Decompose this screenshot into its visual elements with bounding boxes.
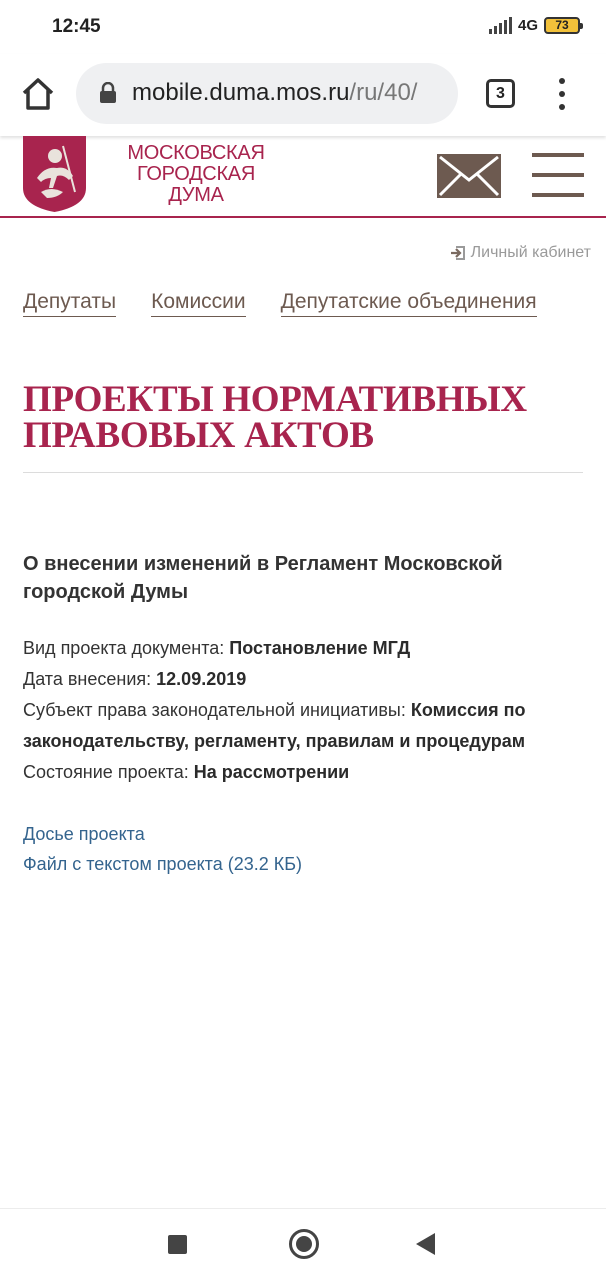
url-text xyxy=(132,79,417,107)
field-initiative-subject xyxy=(23,695,583,757)
site-name[interactable] xyxy=(96,143,296,206)
login-icon xyxy=(450,245,466,261)
mail-icon[interactable] xyxy=(437,154,501,198)
tab-switcher-button[interactable]: 3 xyxy=(486,79,515,108)
field-label: Вид проекта документа: xyxy=(23,638,225,658)
project-dossier-link[interactable]: Досье проекта xyxy=(23,824,145,844)
title-divider xyxy=(23,472,583,473)
status-indicators xyxy=(489,16,580,34)
page-title: ПРОЕКТЫ НОРМАТИВНЫХ ПРАВОВЫХ АКТОВ xyxy=(23,379,527,456)
home-circle-icon[interactable] xyxy=(289,1229,319,1259)
moscow-emblem-logo[interactable] xyxy=(23,136,86,212)
personal-cabinet-label: Личный кабинет xyxy=(470,244,591,261)
field-project-status xyxy=(23,757,583,788)
field-value: Комиссия по законодательству, регламенту, правилам и процедурам xyxy=(23,700,526,751)
field-document-type xyxy=(23,633,583,664)
address-bar[interactable] xyxy=(76,63,458,124)
top-nav xyxy=(23,290,537,317)
system-nav-bar xyxy=(0,1208,606,1280)
nav-commissions[interactable]: Комиссии xyxy=(151,290,246,317)
status-time: 12:45 xyxy=(52,16,101,37)
document-title: О внесении изменений в Регламент Московской городской Думы xyxy=(23,553,503,603)
site-name-line: МОСКОВСКАЯ xyxy=(127,142,265,164)
network-type: 4G xyxy=(517,16,538,34)
field-submission-date xyxy=(23,664,583,695)
personal-cabinet-link[interactable] xyxy=(450,244,591,262)
nav-deputy-associations[interactable]: Депутатские объединения xyxy=(281,290,537,317)
back-icon[interactable] xyxy=(416,1233,435,1255)
home-icon[interactable] xyxy=(18,74,58,114)
url-host: mobile.duma.mos.ru xyxy=(132,79,350,106)
status-bar xyxy=(0,0,606,54)
site-header xyxy=(0,136,606,218)
field-value: 12.09.2019 xyxy=(156,669,247,689)
field-label: Состояние проекта: xyxy=(23,762,189,782)
signal-icon xyxy=(489,16,512,34)
more-menu-icon[interactable] xyxy=(552,78,572,110)
field-value: Постановление МГД xyxy=(229,638,411,658)
site-name-line: ДУМА xyxy=(168,184,224,206)
battery-icon: 73 xyxy=(544,17,580,34)
lock-icon xyxy=(99,82,117,104)
hamburger-menu-icon[interactable] xyxy=(532,153,584,197)
url-path: /ru/40/ xyxy=(349,79,418,106)
browser-toolbar xyxy=(0,54,606,136)
field-value: На рассмотрении xyxy=(193,762,350,782)
site-name-line: ГОРОДСКАЯ xyxy=(136,163,255,185)
recents-icon[interactable] xyxy=(168,1235,187,1254)
project-file-link[interactable]: Файл с текстом проекта (23.2 КБ) xyxy=(23,854,303,874)
document-fields xyxy=(23,633,583,788)
field-label: Дата внесения: xyxy=(23,669,152,689)
document-links xyxy=(23,819,583,879)
field-label: Субъект права законодательной инициативы: xyxy=(23,700,406,720)
nav-deputies[interactable]: Депутаты xyxy=(23,290,116,317)
